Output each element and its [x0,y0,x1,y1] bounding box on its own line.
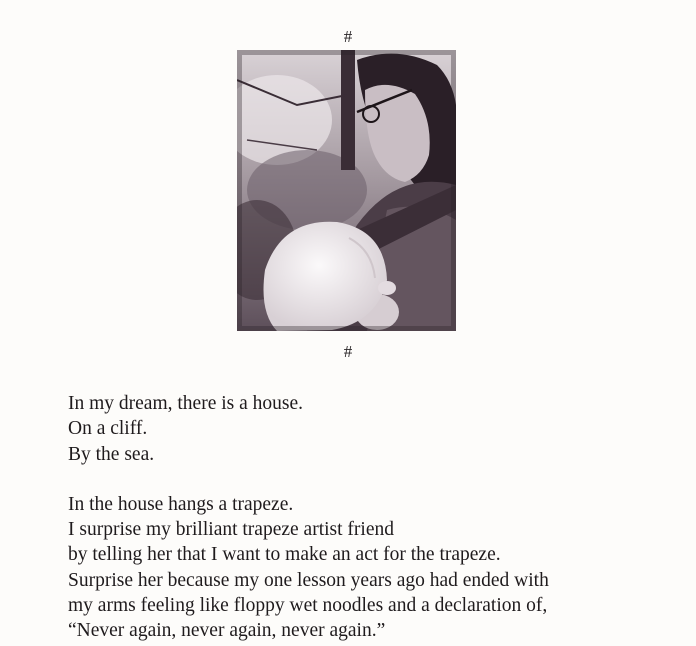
poem-line: In my dream, there is a house. [68,393,304,414]
poem-line: In the house hangs a trapeze. [68,493,294,515]
photo-mother-and-baby [237,50,456,331]
section-separator-top: # [343,27,353,46]
poem-line: by telling her that I want to make an act for the trapeze. [68,544,501,566]
poem-line: On a cliff. [68,418,148,440]
section-separator-bottom: # [343,342,353,361]
poem-line: I surprise my brilliant trapeze artist friend [68,519,394,541]
poem-line: my arms feeling like floppy wet noodles and a declaration of, [68,595,548,617]
poem-line: Surprise her because my one lesson years ago had ended with [68,569,549,591]
poem-line: By the sea. [68,443,155,465]
stanza-2 [68,492,678,644]
poem-text [68,391,678,644]
poem-line: “Never again, never again, never again.” [68,620,386,642]
stanza-1 [68,391,678,467]
